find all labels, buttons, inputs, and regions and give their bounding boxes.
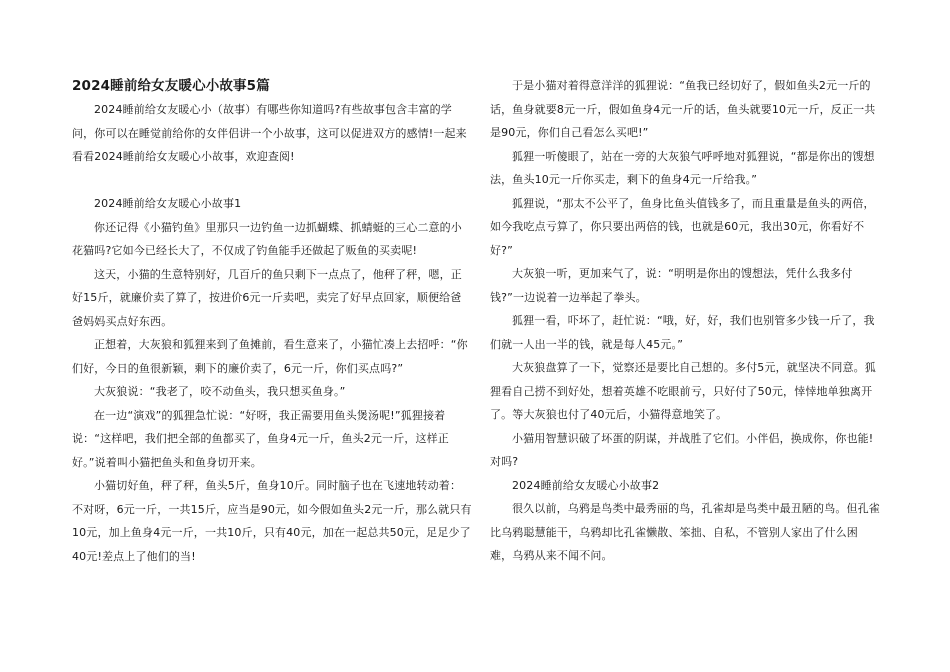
body-paragraph: 于是小猫对着得意洋洋的狐狸说：“鱼我已经切好了，假如鱼头2元一斤的话，鱼身就要8元一斤，假如鱼身4元一斤的话，鱼头就要10元一斤，反正一共是90元，你们自己看怎么买吧!”	[490, 79, 876, 139]
document-title: 2024睡前给女友暖心小故事5篇	[72, 78, 270, 94]
body-paragraph: 你还记得《小猫钓鱼》里那只一边钓鱼一边抓蝴蝶、抓蜻蜓的三心二意的小花猫吗?它如今已经长大了，不仅成了钓鱼能手还做起了贩鱼的买卖呢!	[72, 220, 462, 257]
body-paragraph: 大灰狼一听，更加来气了，说：“明明是你出的馊想法，凭什么我多付钱?”一边说着一边举起了拳头。	[490, 267, 853, 304]
body-paragraph: 大灰狼盘算了一下，觉察还是要比自己想的。多付5元，就坚决不同意。狐狸看自己捞不到好处，想着英雄不吃眼前亏，只好付了50元，悻悻地单独离开了。等大灰狼也付了40元后，小猫得意地笑了。	[490, 361, 876, 421]
intro-paragraph: 2024睡前给女友暖心小（故事）有哪些你知道吗?有些故事包含丰富的学问，你可以在睡觉前给你的女伴侣讲一个小故事，这可以促进双方的感情!一起来看看2024睡前给女友暖心小故事，欢迎查阅!	[72, 103, 467, 163]
body-paragraph: 小猫用智慧识破了坏蛋的阴谋，并战胜了它们。小伴侣，换成你，你也能!对吗?	[490, 431, 874, 468]
body-paragraph: 狐狸一听傻眼了，站在一旁的大灰狼气呼呼地对狐狸说，“都是你出的馊想法，鱼头10元一斤你买走，剩下的鱼身4元一斤给我。”	[490, 149, 875, 186]
body-paragraph: 小猫切好鱼，秤了秤，鱼头5斤，鱼身10斤。同时脑子也在飞速地转动着：不对呀，6元一斤，一共15斤，应当是90元，如今假如鱼头2元一斤，那么就只有10元，加上鱼身4元一斤，一共10斤，只有40元，加在一起总共50元，足足少了40元!差点上了他们的当!	[72, 479, 472, 563]
body-paragraph: 很久以前，乌鸦是鸟类中最秀丽的鸟，孔雀却是鸟类中最丑陋的鸟。但孔雀比乌鸦聪慧能干，乌鸦却比孔雀懒散、笨拙、自私，不管别人家出了什么困难，乌鸦从来不闻不问。	[490, 502, 880, 562]
body-paragraph: 正想着，大灰狼和狐狸来到了鱼摊前，看生意来了，小猫忙凑上去招呼：“你们好，今日的鱼很新颖，剩下的廉价卖了，6元一斤，你们买点吗?”	[72, 338, 468, 375]
body-paragraph: 在一边“演戏”的狐狸急忙说：“好呀，我正需要用鱼头煲汤呢!”狐狸接着说：“这样吧，我们把全部的鱼都买了，鱼身4元一斤，鱼头2元一斤，这样正好。”说着叫小猫把鱼头和鱼身切开来。	[72, 408, 449, 469]
body-paragraph: 狐狸说，“那太不公平了，鱼身比鱼头值钱多了，而且重量是鱼头的两倍，如今我吃点亏算了，你只要出两倍的钱，也就是60元，我出30元，你看好不好?”	[490, 196, 875, 257]
right-column	[490, 74, 880, 568]
left-column	[72, 74, 472, 568]
story-heading: 2024睡前给女友暖心小故事1	[94, 197, 242, 210]
body-paragraph: 这天，小猫的生意特别好，几百斤的鱼只剩下一点点了，他秤了秤，嗯，正好15斤，就廉价卖了算了，按进价6元一斤卖吧，卖完了好早点回家，顺便给爸爸妈妈买点好东西。	[72, 267, 462, 328]
body-paragraph: 大灰狼说：“我老了，咬不动鱼头，我只想买鱼身。”	[94, 385, 346, 398]
body-paragraph: 狐狸一看，吓坏了，赶忙说：“哦，好，好，我们也别管多少钱一斤了，我们就一人出一半的钱，就是每人45元。”	[490, 314, 875, 351]
story-heading: 2024睡前给女友暖心小故事2	[512, 478, 660, 492]
paragraph-gap	[72, 169, 472, 193]
